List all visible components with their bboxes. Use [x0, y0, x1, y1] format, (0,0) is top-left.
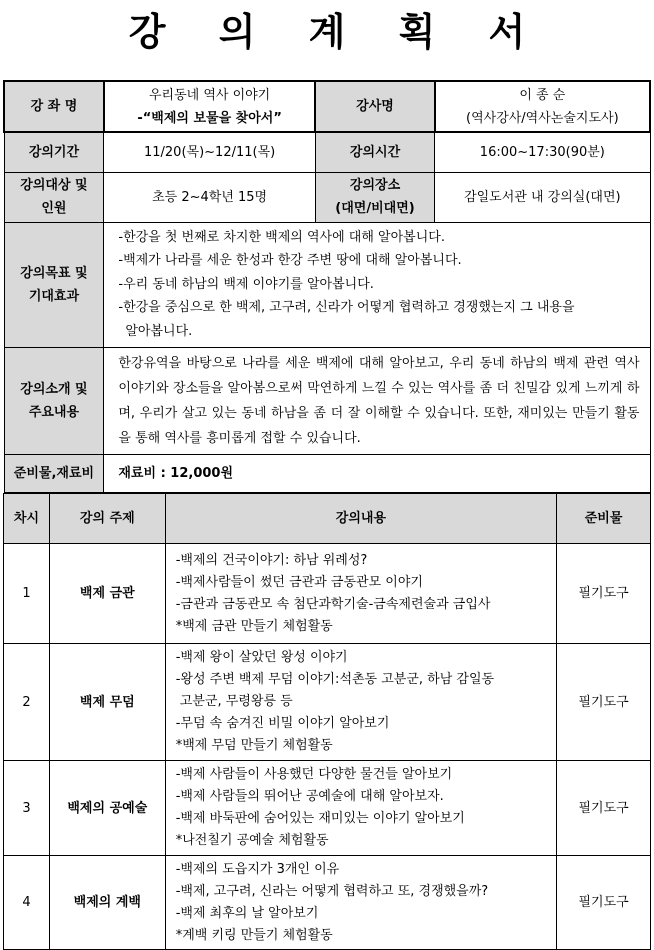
session-number: 4 [4, 856, 50, 950]
content-item: -왕성 주변 백제 무덤 이야기:석촌동 고분군, 하남 감일동 [175, 672, 495, 687]
place-label-line2: (대면/비대면) [335, 201, 415, 216]
target-label [4, 172, 104, 222]
goals-label-line1: 강의목표 및 [20, 265, 88, 281]
course-info-table [3, 80, 651, 493]
session-supplies: 필기도구 [557, 644, 651, 761]
instructor-role: (역사강사/역사논술지도사) [466, 110, 619, 126]
session-number: 3 [4, 761, 50, 856]
session-supplies: 필기도구 [557, 856, 651, 950]
session-topic: 백제의 공예술 [49, 761, 165, 856]
header-supplies: 준비물 [557, 494, 651, 544]
content-item: -백제의 도읍지가 3개인 이유 [175, 861, 340, 877]
goals-list [104, 222, 650, 347]
goal-item: -한강을 첫 번째로 차지한 백제의 역사에 대해 알아봅니다. [118, 229, 445, 245]
target-label-line1: 강의대상 및 [20, 178, 88, 193]
session-number: 2 [4, 644, 50, 761]
header-content: 강의내용 [165, 494, 556, 544]
place-label [315, 172, 434, 222]
schedule-table [3, 493, 651, 950]
content-item: *백제 금관 만들기 체험활동 [175, 618, 333, 634]
period-label: 강의기간 [4, 132, 104, 172]
target-row [4, 172, 650, 222]
course-name-label: 강 좌 명 [4, 81, 104, 132]
content-item: *백제 무덤 만들기 체험활동 [175, 738, 333, 753]
session-content [165, 544, 556, 644]
content-item: 고분군, 무령왕릉 등 [175, 694, 293, 709]
session-supplies: 필기도구 [557, 544, 651, 644]
goals-label [4, 222, 104, 347]
intro-label-line2: 주요내용 [28, 404, 80, 420]
goal-item: 알아봅니다. [125, 323, 193, 339]
goal-item: -우리 동네 하남의 백제 이야기를 알아봅니다. [118, 276, 374, 292]
content-item: -백제, 고구려, 신라는 어떻게 협력하고 또, 경쟁했을까? [175, 883, 489, 899]
table-row [4, 856, 651, 950]
header-topic: 강의 주제 [49, 494, 165, 544]
table-row [4, 761, 651, 856]
course-row [4, 81, 650, 132]
table-row [4, 544, 651, 644]
target-label-line2: 인원 [41, 201, 67, 216]
course-name-line1: 우리동네 역사 이야기 [148, 87, 271, 103]
content-item: -백제 사람들이 사용했던 다양한 물건들 알아보기 [175, 767, 453, 782]
content-item: -백제 사람들의 뛰어난 공예술에 대해 알아보자. [175, 789, 444, 804]
content-item: -백제 왕이 살았던 왕성 이야기 [175, 650, 348, 665]
place-label-line1: 강의장소 [349, 178, 401, 193]
goal-item: -한강을 중심으로 한 백제, 고구려, 신라가 어떻게 협력하고 경쟁했는지 그 내용을 [118, 300, 575, 316]
time-label: 강의시간 [315, 132, 434, 172]
instructor-label: 강사명 [315, 81, 434, 132]
session-number: 1 [4, 544, 50, 644]
content-item: -백제사람들이 썼던 금관과 금동관모 이야기 [175, 574, 423, 590]
session-content [165, 856, 556, 950]
session-content [165, 644, 556, 761]
session-supplies: 필기도구 [557, 761, 651, 856]
document-title: 강 의 계 획 서 [128, 10, 546, 54]
course-name-line2: -“백제의 보물을 찾아서” [137, 110, 282, 126]
target-value: 초등 2~4학년 15명 [104, 172, 315, 222]
header-session: 차시 [4, 494, 50, 544]
period-value: 11/20(목)~12/11(목) [104, 132, 315, 172]
session-topic: 백제 금관 [49, 544, 165, 644]
place-value: 감일도서관 내 강의실(대면) [435, 172, 650, 222]
goal-item: -백제가 나라를 세운 한성과 한강 주변 땅에 대해 알아봅니다. [118, 253, 462, 269]
content-item: -백제 최후의 날 알아보기 [175, 905, 319, 921]
time-value: 16:00~17:30(90분) [435, 132, 650, 172]
schedule-header-row [4, 494, 651, 544]
content-item: -백제의 건국이야기: 하남 위례성? [175, 552, 368, 568]
intro-label-line1: 강의소개 및 [20, 381, 88, 397]
instructor-name: 이 종 순 [519, 87, 566, 103]
period-row [4, 132, 650, 172]
table-row [4, 644, 651, 761]
course-name [104, 81, 315, 132]
instructor [435, 81, 650, 132]
content-item: -금관과 금동관모 속 첨단과학기술-금속제련술과 금입사 [175, 596, 491, 612]
content-item: *계백 키링 만들기 체험활동 [175, 927, 333, 943]
materials-value: 재료비 : 12,000원 [104, 454, 650, 492]
materials-label: 준비물,재료비 [4, 454, 104, 492]
session-content [165, 761, 556, 856]
session-topic: 백제의 계백 [49, 856, 165, 950]
content-item: -백제 바둑판에 숨어있는 재미있는 이야기 알아보기 [175, 811, 465, 826]
content-item: *나전칠기 공예술 체험활동 [175, 833, 329, 848]
intro-row [4, 347, 650, 454]
goals-row [4, 222, 650, 347]
content-item: -무덤 속 숨겨진 비밀 이야기 알아보기 [175, 716, 390, 731]
materials-row [4, 454, 650, 492]
goals-label-line2: 기대효과 [28, 288, 80, 304]
intro-label [4, 347, 104, 454]
session-topic: 백제 무덤 [49, 644, 165, 761]
intro-text: 한강유역을 바탕으로 나라를 세운 백제에 대해 알아보고, 우리 동네 하남의 백제 관련 역사 이야기와 장소들을 알아봄으로써 막연하게 느낄 수 있는 역사를 좀 더 친밀감 있게 느끼게 하며, 우리가 살고 있는 동네 하남을 좀 더 잘 이해할 수 있습니다. 또한, 재미있는 만들기 활동을 통해 역사를 흥미롭게 접할 수 있습니다. [104, 347, 650, 454]
